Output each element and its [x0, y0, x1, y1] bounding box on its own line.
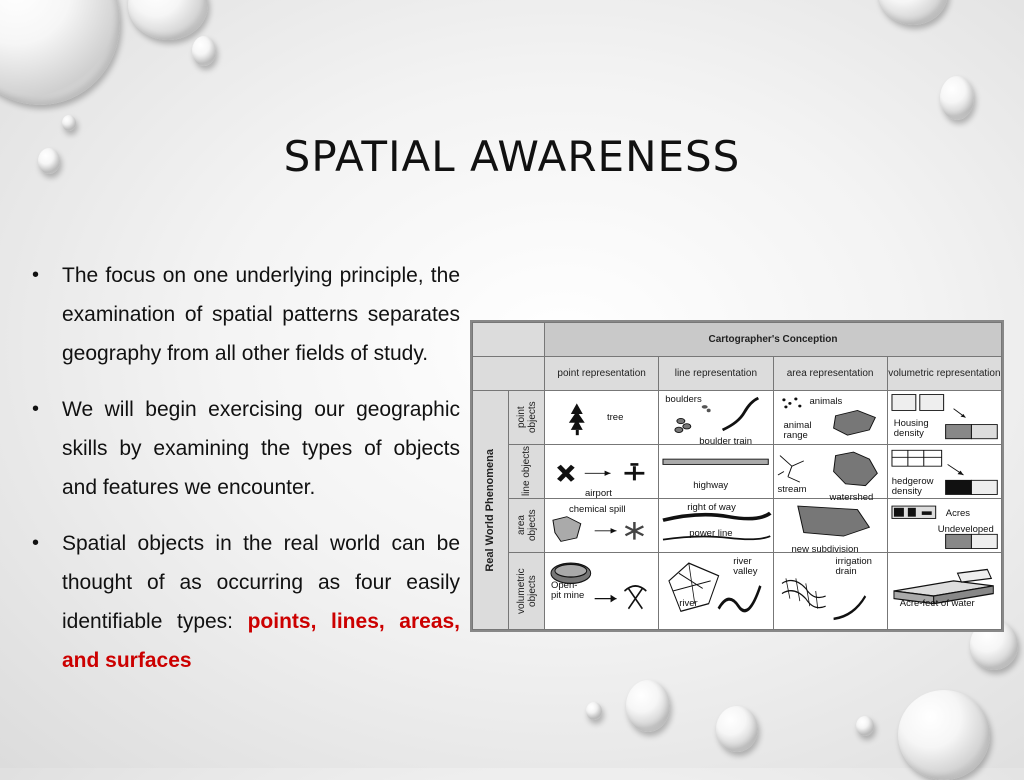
cell-highway	[659, 445, 773, 499]
cell-irrigation-drain	[773, 553, 887, 630]
cell-open-pit-mine	[545, 553, 659, 630]
water-drop-decoration	[128, 0, 208, 40]
cell-label: irrigation drain	[835, 556, 872, 578]
column-header: line representation	[659, 357, 773, 391]
bullet-list	[30, 256, 460, 697]
water-drop-decoration	[940, 76, 974, 120]
cell-label: river valley	[733, 556, 758, 578]
cell-label: Acres	[945, 508, 971, 519]
column-header: volumetric representation	[887, 357, 1001, 391]
water-drop-decoration	[716, 706, 758, 752]
water-drop-decoration	[62, 115, 76, 131]
cell-label: Housing density	[893, 418, 929, 439]
cell-label: highway	[693, 480, 729, 492]
cell-label: tree	[607, 412, 624, 423]
water-drop-decoration	[856, 716, 874, 736]
figure-corner	[473, 323, 545, 357]
row-header: volumetric objects	[509, 553, 545, 630]
cell-hedgerow-density	[887, 445, 1001, 499]
cell-label: airport	[585, 488, 612, 500]
cell-airport	[545, 445, 659, 499]
cell-label: Undeveloped	[937, 524, 994, 535]
cell-label: Open-pit mine	[551, 580, 585, 602]
bullet-text: The focus on one underlying principle, the examination of spatial patterns separates geography from all other fields of study.	[62, 264, 460, 365]
cell-label: stream	[777, 484, 807, 496]
cartography-figure	[470, 320, 1004, 632]
bullet-dot-icon: •	[32, 264, 40, 286]
figure-header: Cartographer's Conception	[545, 323, 1002, 357]
bullet-highlight: points, lines, areas, and surfaces	[62, 610, 461, 672]
bullet-text: We will begin exercising our geographic skills by examining the types of objects and features we encounter.	[62, 398, 460, 499]
water-drop-decoration	[898, 690, 990, 780]
tree-icon	[545, 391, 658, 444]
cell-boulders	[659, 391, 773, 445]
bullet-dot-icon: •	[32, 398, 40, 420]
cell-tree	[545, 391, 659, 445]
cell-label: hedgerow density	[891, 476, 934, 498]
bullet-item	[30, 256, 460, 373]
water-drop-decoration	[626, 680, 670, 732]
cell-stream-watershed	[773, 445, 887, 504]
row-header: area objects	[509, 499, 545, 553]
cell-label: new subdivision	[791, 544, 859, 555]
bullet-item	[30, 390, 460, 507]
column-header: area representation	[773, 357, 887, 391]
cell-label: boulder train	[699, 436, 753, 447]
cell-label: Acre-feet of water	[899, 598, 975, 610]
cell-label: boulders	[665, 394, 702, 405]
cell-label: right of way	[687, 502, 736, 513]
cell-label: watershed	[829, 492, 874, 504]
row-axis-label: Real World Phenomena	[473, 391, 509, 630]
water-drop-decoration	[0, 0, 120, 105]
cell-animals	[773, 391, 887, 445]
cell-acres-undeveloped	[887, 499, 1001, 553]
slide-title: SPATIAL AWARENESS	[283, 132, 741, 181]
bullet-dot-icon: •	[32, 532, 40, 554]
bullet-text	[62, 524, 460, 680]
cell-chemical-spill	[545, 499, 659, 553]
water-drop-decoration	[192, 36, 216, 66]
cell-river-valley	[659, 553, 773, 630]
cell-new-subdivision	[773, 499, 887, 553]
row-header: point objects	[509, 391, 545, 445]
cell-power-line	[659, 499, 773, 553]
acre-feet-icon	[888, 553, 1001, 629]
water-drop-decoration	[878, 0, 948, 25]
cell-housing-density	[887, 391, 1001, 445]
row-header: line objects	[509, 445, 545, 499]
cell-label: chemical spill	[569, 504, 626, 515]
cell-label: animals	[809, 396, 843, 407]
water-drop-decoration	[586, 702, 602, 720]
cell-label: power line	[689, 528, 733, 539]
cell-label: river	[679, 598, 698, 610]
bullet-item	[30, 524, 460, 680]
cell-acre-feet	[887, 553, 1001, 630]
figure-corner	[473, 357, 545, 391]
bullet-text-plain: Spatial objects in the real world can be thought of as occurring as four easily identifiable types:	[62, 532, 460, 633]
cell-label: animal range	[783, 420, 812, 441]
column-header: point representation	[545, 357, 659, 391]
